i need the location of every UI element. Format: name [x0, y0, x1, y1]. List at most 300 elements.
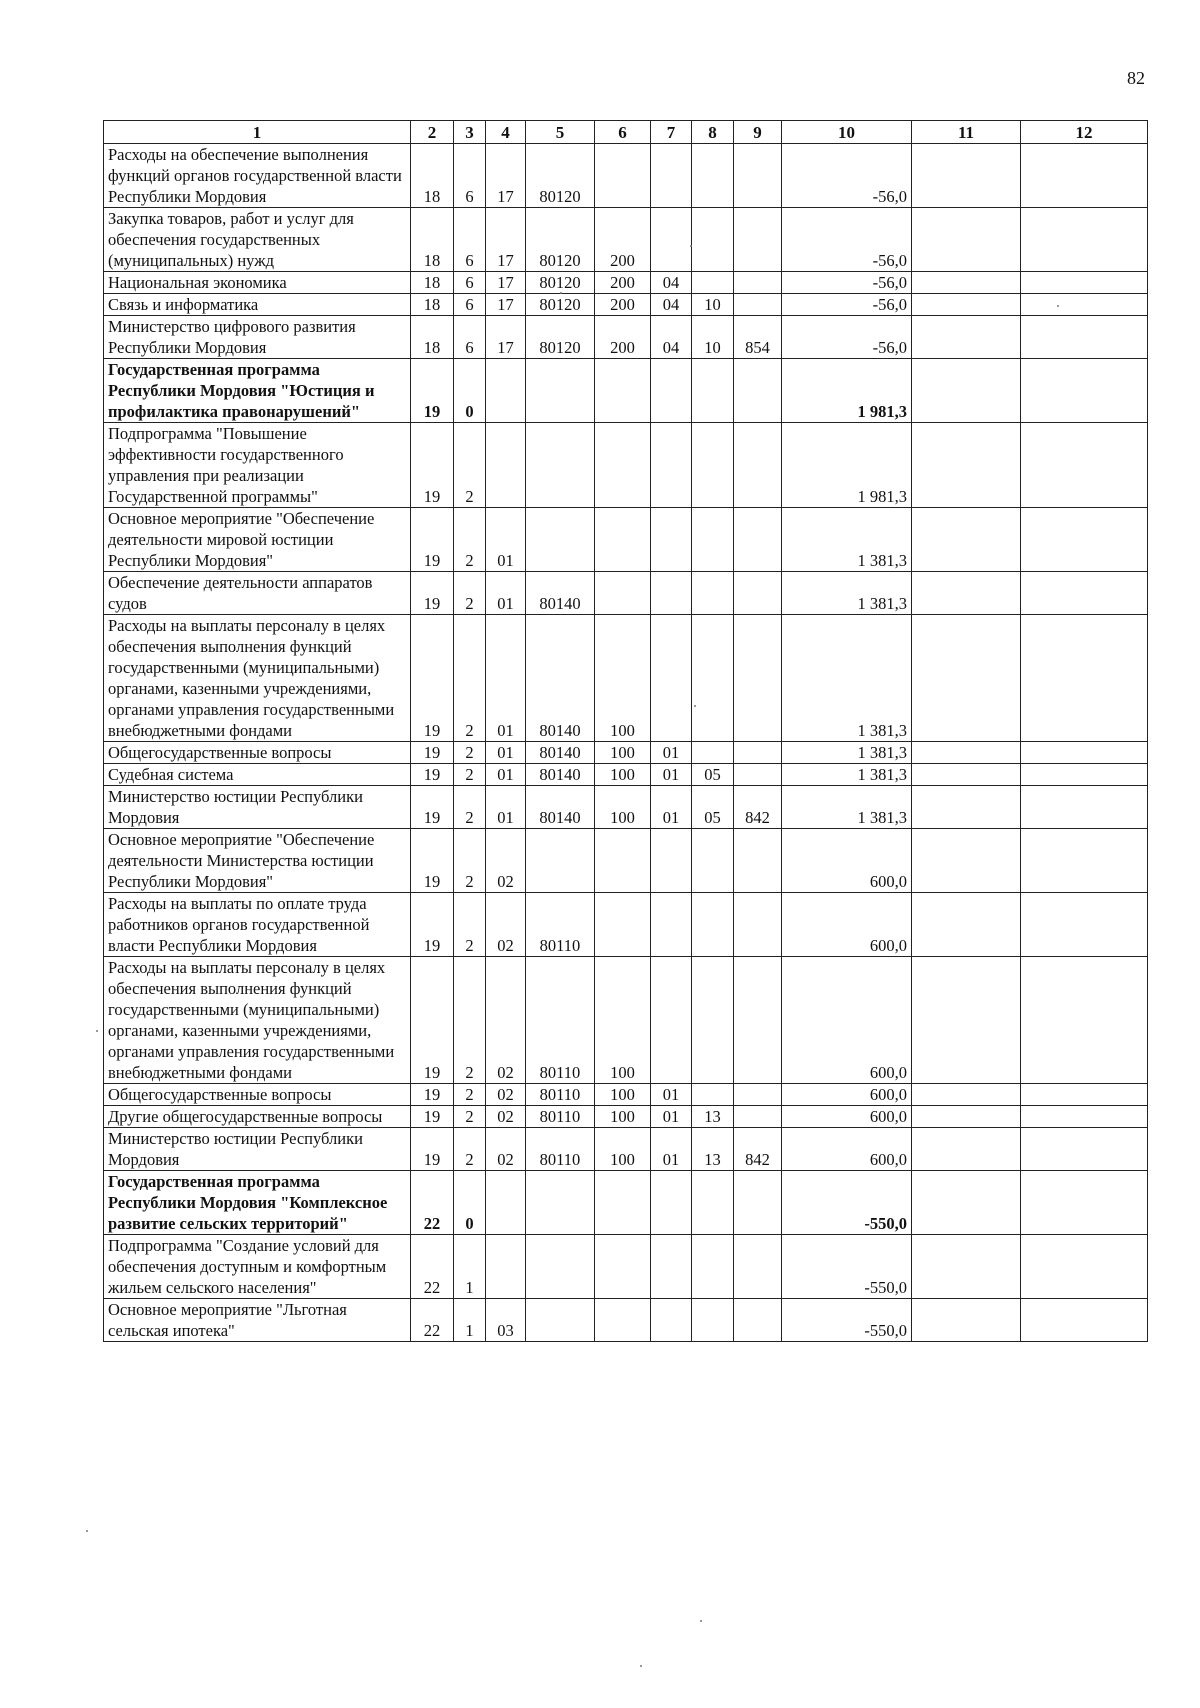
header-row [104, 121, 1148, 144]
row-code-c3: 2 [454, 786, 486, 829]
table-row [104, 316, 1148, 359]
table-row [104, 829, 1148, 893]
row-code-c9 [734, 764, 782, 786]
column-header: 10 [782, 121, 912, 144]
row-code-c7 [651, 893, 692, 957]
row-code-c5 [526, 1171, 595, 1235]
row-empty-col-12 [1021, 957, 1148, 1084]
row-code-c4: 02 [486, 957, 526, 1084]
row-code-c8 [692, 508, 734, 572]
row-code-c4 [486, 1171, 526, 1235]
scan-speck [700, 1620, 702, 1622]
row-empty-col-12 [1021, 359, 1148, 423]
row-empty-col-11 [912, 1171, 1021, 1235]
row-code-c9 [734, 272, 782, 294]
row-code-c4: 01 [486, 742, 526, 764]
table-row [104, 1235, 1148, 1299]
row-empty-col-11 [912, 316, 1021, 359]
row-code-c8 [692, 144, 734, 208]
row-code-c2: 19 [411, 1084, 454, 1106]
row-code-c7 [651, 208, 692, 272]
row-amount: 600,0 [782, 893, 912, 957]
table-row [104, 423, 1148, 508]
row-code-c3: 2 [454, 1128, 486, 1171]
scan-speck [96, 1030, 98, 1032]
row-empty-col-11 [912, 1299, 1021, 1342]
row-code-c4: 01 [486, 508, 526, 572]
table-row [104, 144, 1148, 208]
row-code-c9 [734, 893, 782, 957]
row-empty-col-11 [912, 786, 1021, 829]
row-code-c8 [692, 957, 734, 1084]
row-empty-col-12 [1021, 786, 1148, 829]
column-header: 4 [486, 121, 526, 144]
row-code-c2: 19 [411, 742, 454, 764]
scan-speck [640, 1665, 642, 1667]
table-row [104, 1299, 1148, 1342]
row-amount: -56,0 [782, 294, 912, 316]
row-code-c5: 80110 [526, 957, 595, 1084]
row-code-c8 [692, 572, 734, 615]
column-header: 3 [454, 121, 486, 144]
row-code-c7 [651, 508, 692, 572]
row-code-c5: 80110 [526, 1128, 595, 1171]
row-code-c6 [595, 1235, 651, 1299]
row-amount: 1 981,3 [782, 359, 912, 423]
column-header: 7 [651, 121, 692, 144]
row-description: Основное мероприятие "Обеспечение деятельности Министерства юстиции Республики Мордовия" [104, 829, 411, 893]
row-empty-col-11 [912, 829, 1021, 893]
row-empty-col-12 [1021, 208, 1148, 272]
row-empty-col-12 [1021, 764, 1148, 786]
row-empty-col-12 [1021, 508, 1148, 572]
row-code-c2: 18 [411, 272, 454, 294]
row-code-c6 [595, 359, 651, 423]
row-code-c6: 100 [595, 1128, 651, 1171]
row-code-c7 [651, 572, 692, 615]
row-code-c9 [734, 829, 782, 893]
row-code-c6: 100 [595, 615, 651, 742]
row-code-c4: 03 [486, 1299, 526, 1342]
table-row [104, 764, 1148, 786]
row-code-c8 [692, 893, 734, 957]
row-code-c8 [692, 1084, 734, 1106]
table-row [104, 208, 1148, 272]
row-code-c4: 02 [486, 1084, 526, 1106]
row-code-c4: 01 [486, 764, 526, 786]
row-code-c7: 01 [651, 742, 692, 764]
row-code-c6 [595, 829, 651, 893]
row-code-c5 [526, 1235, 595, 1299]
row-code-c7 [651, 829, 692, 893]
row-empty-col-12 [1021, 423, 1148, 508]
row-code-c9 [734, 508, 782, 572]
table-row [104, 272, 1148, 294]
row-code-c6: 200 [595, 316, 651, 359]
row-code-c5: 80140 [526, 786, 595, 829]
row-code-c6 [595, 1171, 651, 1235]
row-amount: 1 381,3 [782, 508, 912, 572]
row-amount: -56,0 [782, 272, 912, 294]
row-code-c2: 19 [411, 786, 454, 829]
row-code-c3: 2 [454, 893, 486, 957]
row-description: Обеспечение деятельности аппаратов судов [104, 572, 411, 615]
row-code-c9: 842 [734, 1128, 782, 1171]
row-code-c8: 13 [692, 1106, 734, 1128]
row-code-c9 [734, 1171, 782, 1235]
row-amount: 1 381,3 [782, 615, 912, 742]
row-code-c6: 200 [595, 272, 651, 294]
row-code-c6 [595, 144, 651, 208]
row-code-c5: 80140 [526, 764, 595, 786]
row-code-c2: 19 [411, 957, 454, 1084]
row-code-c2: 19 [411, 423, 454, 508]
row-code-c4: 17 [486, 272, 526, 294]
row-code-c2: 19 [411, 764, 454, 786]
row-description: Министерство юстиции Республики Мордовия [104, 1128, 411, 1171]
row-code-c4: 17 [486, 316, 526, 359]
row-code-c7 [651, 957, 692, 1084]
row-code-c5 [526, 508, 595, 572]
row-description: Национальная экономика [104, 272, 411, 294]
table-row [104, 294, 1148, 316]
row-empty-col-12 [1021, 615, 1148, 742]
row-code-c7: 01 [651, 764, 692, 786]
budget-table [103, 120, 1148, 1342]
row-code-c4: 01 [486, 615, 526, 742]
row-code-c8: 05 [692, 764, 734, 786]
row-code-c2: 22 [411, 1235, 454, 1299]
row-amount: 1 381,3 [782, 742, 912, 764]
row-code-c3: 2 [454, 423, 486, 508]
row-description: Общегосударственные вопросы [104, 742, 411, 764]
row-description: Основное мероприятие "Обеспечение деятельности мировой юстиции Республики Мордовия" [104, 508, 411, 572]
row-amount: 600,0 [782, 1084, 912, 1106]
table-row [104, 893, 1148, 957]
row-code-c5: 80140 [526, 572, 595, 615]
row-code-c9 [734, 1106, 782, 1128]
row-amount: -550,0 [782, 1299, 912, 1342]
row-code-c3: 1 [454, 1299, 486, 1342]
row-code-c3: 6 [454, 294, 486, 316]
row-code-c7: 01 [651, 1084, 692, 1106]
row-amount: 1 381,3 [782, 572, 912, 615]
row-code-c3: 2 [454, 957, 486, 1084]
row-code-c2: 19 [411, 572, 454, 615]
row-code-c3: 2 [454, 742, 486, 764]
row-description: Государственная программа Республики Мордовия "Комплексное развитие сельских территорий" [104, 1171, 411, 1235]
column-header: 6 [595, 121, 651, 144]
row-code-c2: 18 [411, 294, 454, 316]
row-empty-col-11 [912, 957, 1021, 1084]
row-description: Расходы на выплаты персоналу в целях обеспечения выполнения функций государственными (муниципальными) органами, казенными учреждениями, органами управления государственными внебюджетными фондами [104, 957, 411, 1084]
row-code-c5: 80140 [526, 742, 595, 764]
row-code-c8: 10 [692, 294, 734, 316]
row-code-c9 [734, 1299, 782, 1342]
row-code-c3: 2 [454, 764, 486, 786]
row-code-c4: 02 [486, 1106, 526, 1128]
row-empty-col-12 [1021, 294, 1148, 316]
row-code-c7: 04 [651, 316, 692, 359]
row-code-c6 [595, 572, 651, 615]
row-code-c7: 01 [651, 1106, 692, 1128]
row-code-c7: 01 [651, 1128, 692, 1171]
row-empty-col-11 [912, 615, 1021, 742]
row-code-c7 [651, 1171, 692, 1235]
column-header: 1 [104, 121, 411, 144]
row-code-c4: 02 [486, 829, 526, 893]
row-code-c8 [692, 208, 734, 272]
column-header: 2 [411, 121, 454, 144]
row-amount: -56,0 [782, 144, 912, 208]
scan-speck [560, 292, 562, 294]
row-code-c6: 100 [595, 786, 651, 829]
row-description: Подпрограмма "Повышение эффективности государственного управления при реализации Государственной программы" [104, 423, 411, 508]
row-empty-col-11 [912, 1235, 1021, 1299]
row-code-c8 [692, 1299, 734, 1342]
table-row [104, 742, 1148, 764]
row-empty-col-11 [912, 208, 1021, 272]
row-code-c7 [651, 1235, 692, 1299]
row-code-c6: 200 [595, 208, 651, 272]
row-empty-col-12 [1021, 1084, 1148, 1106]
row-code-c2: 19 [411, 1106, 454, 1128]
column-header: 8 [692, 121, 734, 144]
row-empty-col-12 [1021, 144, 1148, 208]
row-code-c9 [734, 957, 782, 1084]
row-empty-col-11 [912, 144, 1021, 208]
row-code-c5: 80120 [526, 272, 595, 294]
row-amount: -550,0 [782, 1171, 912, 1235]
row-code-c6 [595, 508, 651, 572]
row-code-c9 [734, 742, 782, 764]
row-code-c6 [595, 423, 651, 508]
row-code-c5 [526, 423, 595, 508]
row-code-c8 [692, 1235, 734, 1299]
row-empty-col-12 [1021, 893, 1148, 957]
row-empty-col-11 [912, 294, 1021, 316]
row-empty-col-11 [912, 764, 1021, 786]
row-description: Министерство юстиции Республики Мордовия [104, 786, 411, 829]
column-header: 11 [912, 121, 1021, 144]
row-code-c8 [692, 615, 734, 742]
page-number: 82 [1127, 68, 1145, 88]
scan-speck [690, 245, 692, 247]
row-amount: -550,0 [782, 1235, 912, 1299]
row-code-c8: 05 [692, 786, 734, 829]
row-code-c9 [734, 615, 782, 742]
table-body [104, 144, 1148, 1342]
row-empty-col-11 [912, 1128, 1021, 1171]
row-code-c4: 17 [486, 208, 526, 272]
row-code-c7: 04 [651, 272, 692, 294]
row-code-c3: 6 [454, 316, 486, 359]
scan-speck [86, 1530, 88, 1532]
row-code-c8 [692, 423, 734, 508]
row-description: Расходы на выплаты по оплате труда работников органов государственной власти Республики Мордовия [104, 893, 411, 957]
row-code-c8 [692, 742, 734, 764]
table-row [104, 1171, 1148, 1235]
row-empty-col-12 [1021, 1106, 1148, 1128]
scan-speck [1057, 305, 1059, 307]
row-code-c9 [734, 208, 782, 272]
row-code-c6: 100 [595, 764, 651, 786]
row-code-c4: 01 [486, 572, 526, 615]
row-empty-col-12 [1021, 316, 1148, 359]
table-row [104, 615, 1148, 742]
row-code-c2: 22 [411, 1299, 454, 1342]
row-code-c2: 18 [411, 316, 454, 359]
row-code-c4 [486, 1235, 526, 1299]
row-description: Связь и информатика [104, 294, 411, 316]
row-empty-col-12 [1021, 1128, 1148, 1171]
row-code-c5: 80120 [526, 144, 595, 208]
row-code-c7 [651, 615, 692, 742]
column-header: 12 [1021, 121, 1148, 144]
row-code-c7 [651, 1299, 692, 1342]
row-description: Государственная программа Республики Мордовия "Юстиция и профилактика правонарушений" [104, 359, 411, 423]
row-code-c5 [526, 359, 595, 423]
row-empty-col-12 [1021, 1299, 1148, 1342]
row-code-c4 [486, 423, 526, 508]
row-description: Основное мероприятие "Льготная сельская ипотека" [104, 1299, 411, 1342]
row-description: Министерство цифрового развития Республики Мордовия [104, 316, 411, 359]
row-amount: -56,0 [782, 316, 912, 359]
row-code-c3: 2 [454, 572, 486, 615]
row-code-c3: 6 [454, 144, 486, 208]
row-code-c8 [692, 1171, 734, 1235]
row-code-c7 [651, 144, 692, 208]
row-empty-col-11 [912, 572, 1021, 615]
table-row [104, 786, 1148, 829]
row-code-c5 [526, 1299, 595, 1342]
row-amount: -56,0 [782, 208, 912, 272]
row-empty-col-12 [1021, 742, 1148, 764]
row-code-c7: 04 [651, 294, 692, 316]
row-code-c4: 01 [486, 786, 526, 829]
row-code-c2: 19 [411, 615, 454, 742]
row-code-c5: 80120 [526, 294, 595, 316]
row-code-c5: 80140 [526, 615, 595, 742]
row-code-c3: 2 [454, 615, 486, 742]
table-row [104, 1128, 1148, 1171]
row-empty-col-11 [912, 423, 1021, 508]
row-empty-col-11 [912, 742, 1021, 764]
row-amount: 1 981,3 [782, 423, 912, 508]
row-code-c3: 0 [454, 1171, 486, 1235]
table-row [104, 508, 1148, 572]
row-code-c5: 80120 [526, 316, 595, 359]
row-code-c4: 02 [486, 893, 526, 957]
row-code-c8 [692, 829, 734, 893]
row-description: Судебная система [104, 764, 411, 786]
row-code-c6 [595, 893, 651, 957]
row-code-c2: 19 [411, 893, 454, 957]
row-code-c5 [526, 829, 595, 893]
row-code-c2: 22 [411, 1171, 454, 1235]
row-code-c7 [651, 423, 692, 508]
scan-speck [694, 705, 696, 707]
row-code-c9 [734, 423, 782, 508]
row-description: Расходы на выплаты персоналу в целях обеспечения выполнения функций государственными (муниципальными) органами, казенными учреждениями, органами управления государственными внебюджетными фондами [104, 615, 411, 742]
row-empty-col-12 [1021, 829, 1148, 893]
row-code-c4: 02 [486, 1128, 526, 1171]
row-amount: 1 381,3 [782, 764, 912, 786]
row-description: Другие общегосударственные вопросы [104, 1106, 411, 1128]
row-code-c3: 2 [454, 508, 486, 572]
row-amount: 600,0 [782, 1106, 912, 1128]
row-code-c4: 17 [486, 294, 526, 316]
row-code-c9 [734, 1235, 782, 1299]
row-description: Общегосударственные вопросы [104, 1084, 411, 1106]
row-amount: 1 381,3 [782, 786, 912, 829]
row-amount: 600,0 [782, 829, 912, 893]
row-code-c8 [692, 359, 734, 423]
row-empty-col-11 [912, 893, 1021, 957]
row-code-c6: 100 [595, 1084, 651, 1106]
row-code-c5: 80110 [526, 1084, 595, 1106]
row-empty-col-11 [912, 359, 1021, 423]
row-code-c2: 18 [411, 208, 454, 272]
row-code-c9 [734, 359, 782, 423]
row-code-c6: 200 [595, 294, 651, 316]
row-code-c9: 842 [734, 786, 782, 829]
row-code-c4: 17 [486, 144, 526, 208]
row-code-c3: 6 [454, 208, 486, 272]
row-code-c3: 2 [454, 829, 486, 893]
row-description: Подпрограмма "Создание условий для обеспечения доступным и комфортным жильем сельского населения" [104, 1235, 411, 1299]
row-code-c7: 01 [651, 786, 692, 829]
table-row [104, 1106, 1148, 1128]
row-code-c3: 0 [454, 359, 486, 423]
row-description: Закупка товаров, работ и услуг для обеспечения государственных (муниципальных) нужд [104, 208, 411, 272]
column-header: 9 [734, 121, 782, 144]
row-empty-col-11 [912, 508, 1021, 572]
row-amount: 600,0 [782, 957, 912, 1084]
table-row [104, 572, 1148, 615]
row-code-c9 [734, 572, 782, 615]
row-code-c9 [734, 144, 782, 208]
row-code-c3: 6 [454, 272, 486, 294]
row-code-c2: 18 [411, 144, 454, 208]
row-amount: 600,0 [782, 1128, 912, 1171]
row-empty-col-11 [912, 1084, 1021, 1106]
row-description: Расходы на обеспечение выполнения функций органов государственной власти Республики Мордовия [104, 144, 411, 208]
table-row [104, 1084, 1148, 1106]
row-code-c6 [595, 1299, 651, 1342]
row-code-c9 [734, 1084, 782, 1106]
row-empty-col-12 [1021, 1171, 1148, 1235]
row-empty-col-12 [1021, 1235, 1148, 1299]
row-code-c2: 19 [411, 359, 454, 423]
row-code-c5: 80110 [526, 893, 595, 957]
row-code-c7 [651, 359, 692, 423]
row-code-c3: 2 [454, 1084, 486, 1106]
row-code-c5: 80120 [526, 208, 595, 272]
table-row [104, 957, 1148, 1084]
row-code-c4 [486, 359, 526, 423]
row-empty-col-11 [912, 272, 1021, 294]
row-code-c8 [692, 272, 734, 294]
row-empty-col-12 [1021, 572, 1148, 615]
row-code-c5: 80110 [526, 1106, 595, 1128]
table-row [104, 359, 1148, 423]
row-code-c2: 19 [411, 1128, 454, 1171]
row-code-c2: 19 [411, 829, 454, 893]
row-code-c3: 1 [454, 1235, 486, 1299]
column-header: 5 [526, 121, 595, 144]
row-code-c6: 100 [595, 1106, 651, 1128]
